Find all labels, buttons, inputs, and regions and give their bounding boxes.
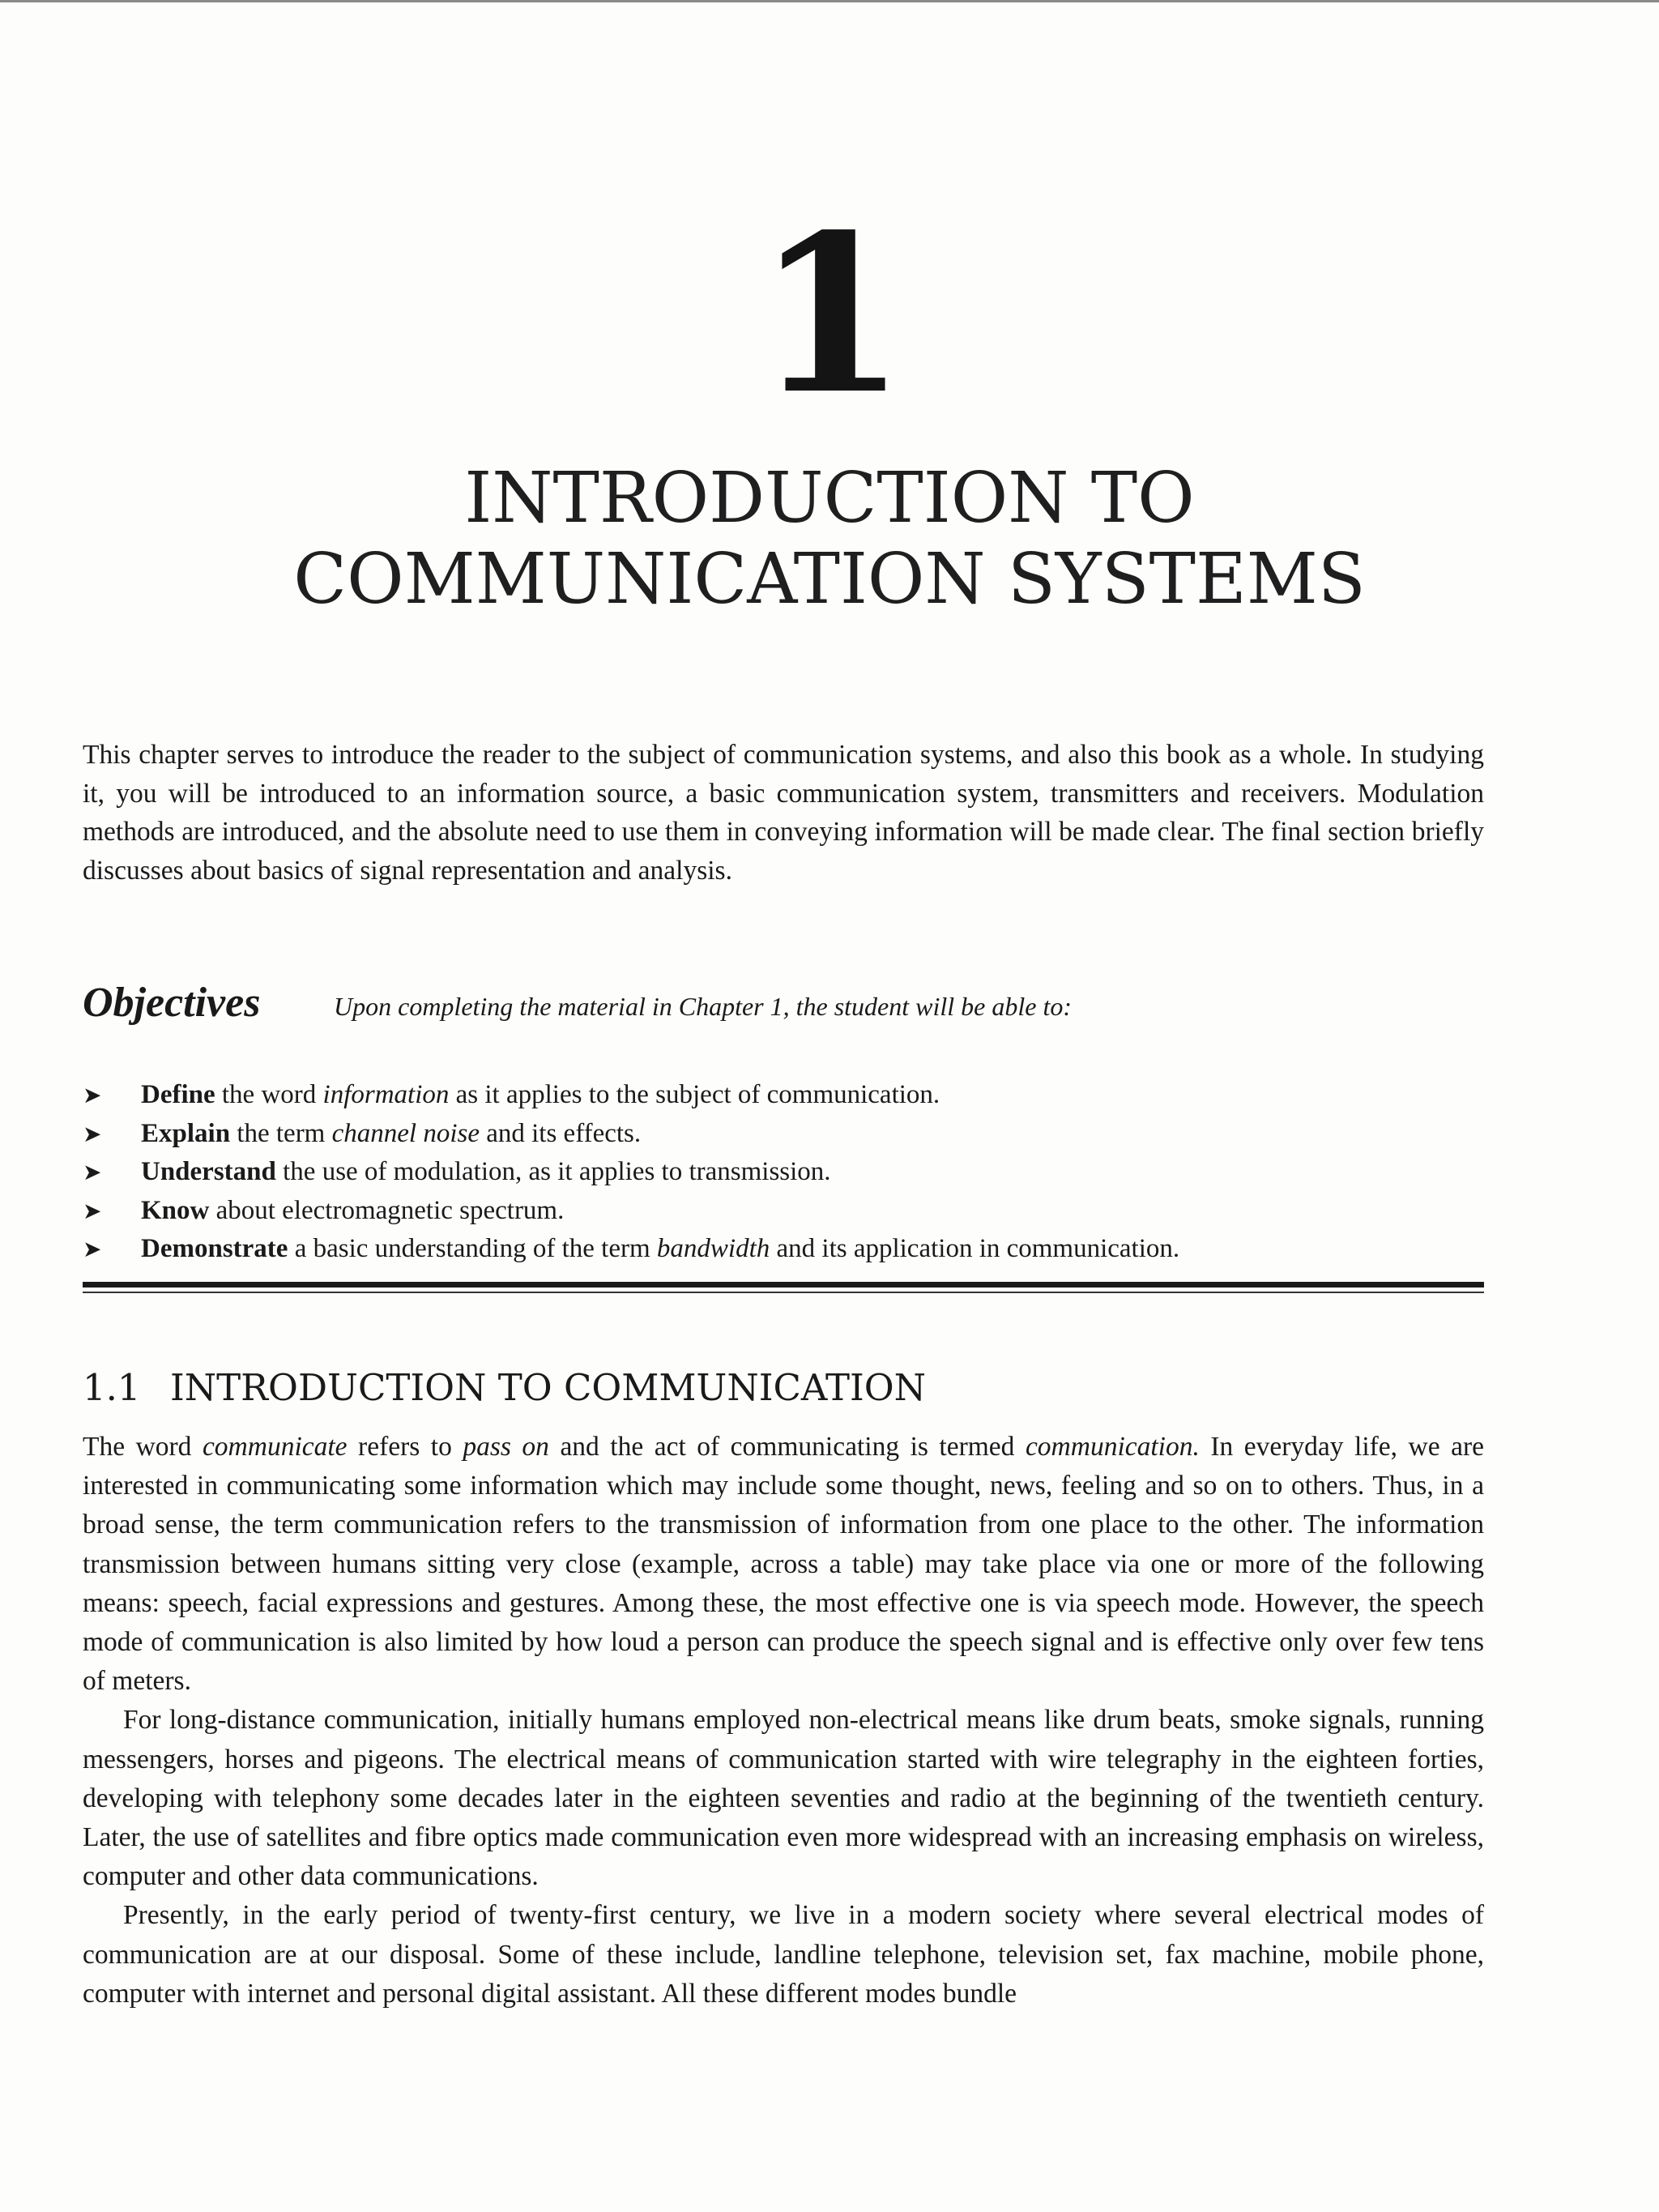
body-text-run: The word — [83, 1432, 203, 1462]
chapter-title-line-2: COMMUNICATION SYSTEMS — [293, 539, 1366, 620]
objectives-list — [83, 1076, 1484, 1269]
section-body — [83, 1428, 1484, 2013]
chapter-number: 1 — [755, 187, 904, 442]
body-text-run: In everyday life, we are interested in communicating some information which may include some thought, news, feeling and so on to others. Thus, in a broad sense, the term communication refers to the transmission of information from one place to the other. The information transmission between humans sitting very close (example, across a table) may take place via one or more of the following means: speech, facial expressions and gestures. Among these, the most effective one is via speech mode. However, the speech mode of communication is also limited by how loud a person can produce the speech signal and is effective only over few tens of meters. — [83, 1432, 1484, 1697]
section-number: 1.1 — [83, 1366, 141, 1409]
objective-text: the word — [215, 1080, 323, 1109]
objective-text: and its effects. — [479, 1118, 642, 1148]
page-top-edge — [0, 0, 1659, 2]
arrowhead-bullet-icon: ➤ — [83, 1159, 102, 1185]
body-emphasis: communication. — [1025, 1432, 1200, 1462]
objective-verb: Explain — [141, 1118, 231, 1148]
body-paragraph-3: Presently, in the early period of twenty-first century, we live in a modern society where several electrical modes of communication are at our disposal. Some of these include, landline telephone, television set, fax machine, mobile phone, computer with internet and personal digital assistant. All these different modes bundle — [83, 1900, 1484, 2009]
objectives-lead: Upon completing the material in Chapter 1, the student will be able to: — [334, 992, 1072, 1021]
body-text-run: refers to — [347, 1432, 463, 1462]
objective-text: and its application in communication. — [770, 1234, 1180, 1263]
objective-term: information — [322, 1080, 450, 1109]
body-text-run: and the act of communicating is termed — [548, 1432, 1026, 1462]
objective-verb: Understand — [141, 1157, 276, 1186]
chapter-title — [0, 458, 1659, 620]
objective-item — [83, 1192, 1484, 1231]
section-heading — [83, 1364, 1484, 1412]
objective-verb: Know — [141, 1195, 210, 1225]
body-paragraph-1 — [83, 1428, 1484, 1701]
objective-text: a basic understanding of the term — [288, 1234, 657, 1263]
arrowhead-bullet-icon: ➤ — [83, 1120, 102, 1147]
objectives-header — [83, 979, 1484, 1044]
chapter-intro-paragraph: This chapter serves to introduce the reader to the subject of communication systems, and also this book as a whole. In studying it, you will be introduced to an information source, a basic communication system, transmitters and receivers. Modulation methods are introduced, and the absolute need to use them in conveying information will be made clear. The final section briefly discusses about basics of signal representation and analysis. — [83, 740, 1484, 886]
objective-item — [83, 1115, 1484, 1154]
body-paragraph-2: For long-distance communication, initially humans employed non-electrical means like drum beats, smoke signals, running messengers, horses and pigeons. The electrical means of communication started with wire telegraphy in the eighteen forties, developing with telephony some decades later in the eighteen seventies and radio at the beginning of the twentieth century. Later, the use of satellites and fibre optics made communication even more widespread with an increasing emphasis on wireless, computer and other data communications. — [83, 1705, 1484, 1892]
chapter-title-line-1: INTRODUCTION TO — [464, 458, 1195, 539]
objective-item — [83, 1230, 1484, 1269]
objective-item — [83, 1076, 1484, 1115]
objective-text: the use of modulation, as it applies to transmission. — [275, 1157, 831, 1186]
arrowhead-bullet-icon: ➤ — [83, 1197, 102, 1224]
body-emphasis: pass on — [463, 1432, 549, 1462]
objective-verb: Demonstrate — [141, 1234, 288, 1263]
arrowhead-bullet-icon: ➤ — [83, 1082, 102, 1108]
objective-verb: Define — [141, 1080, 215, 1109]
objectives-divider-thick — [83, 1282, 1484, 1287]
arrowhead-bullet-icon: ➤ — [83, 1236, 102, 1262]
objectives-divider-thin — [83, 1292, 1484, 1293]
objective-text: the term — [230, 1118, 332, 1148]
objective-term: channel noise — [331, 1118, 480, 1148]
body-emphasis: communicate — [202, 1432, 348, 1462]
objective-term: bandwidth — [656, 1234, 770, 1263]
objective-item — [83, 1153, 1484, 1192]
section-title: INTRODUCTION TO COMMUNICATION — [170, 1366, 927, 1409]
objective-text: about electromagnetic spectrum. — [209, 1195, 565, 1225]
objective-text: as it applies to the subject of communication. — [449, 1080, 940, 1109]
objectives-title: Objectives — [83, 980, 261, 1026]
